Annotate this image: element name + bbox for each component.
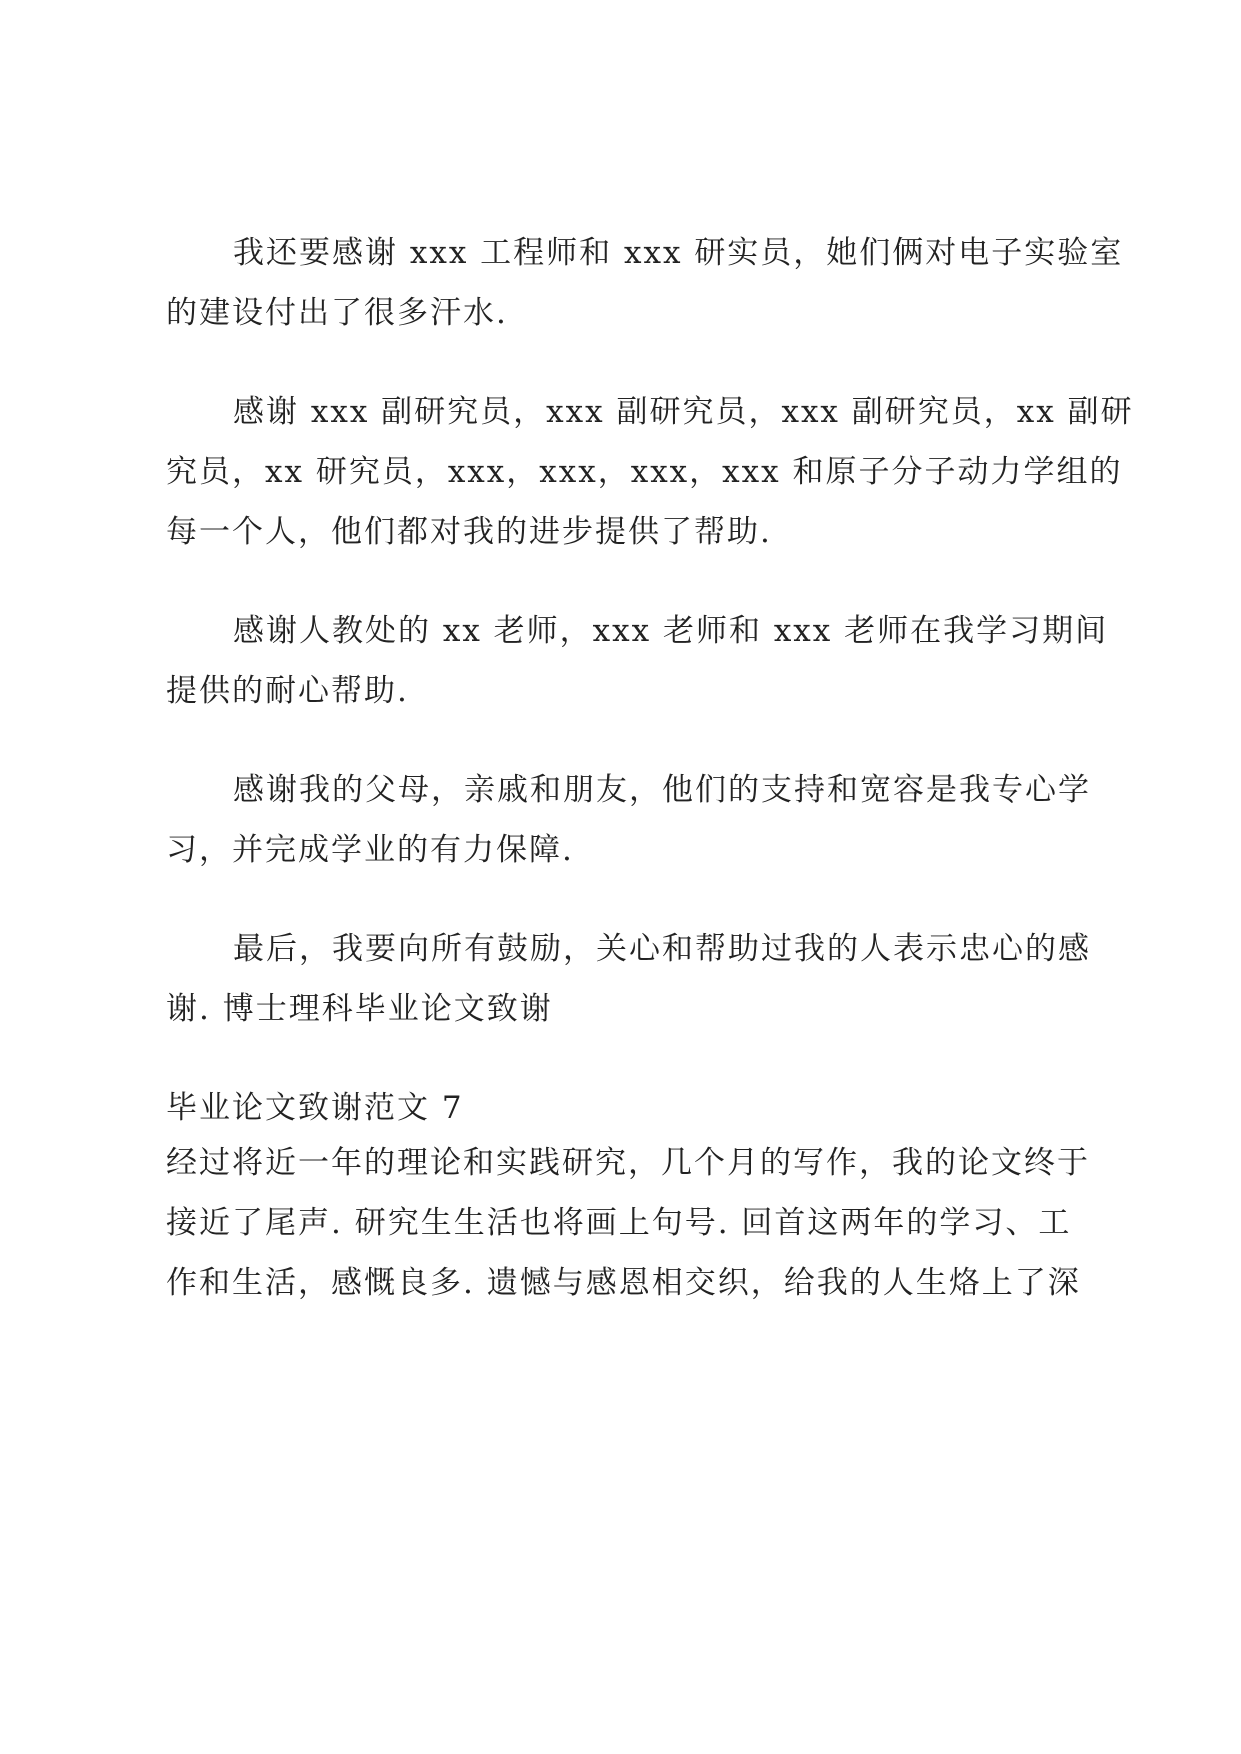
paragraph-2-line-1: 感谢 xxx 副研究员，xxx 副研究员，xxx 副研究员，xx 副研 bbox=[233, 394, 1134, 430]
section-heading: 毕业论文致谢范文 7 bbox=[166, 1090, 464, 1126]
paragraph-1-line-1: 我还要感谢 xxx 工程师和 xxx 研实员，她们俩对电子实验室 bbox=[233, 235, 1124, 271]
paragraph-2-line-2: 究员，xx 研究员，xxx，xxx，xxx，xxx 和原子分子动力学组的 bbox=[166, 454, 1123, 490]
paragraph-4-line-2: 习，并完成学业的有力保障. bbox=[166, 832, 574, 868]
paragraph-5-line-1: 最后，我要向所有鼓励，关心和帮助过我的人表示忠心的感 bbox=[233, 931, 1091, 967]
paragraph-3-line-2: 提供的耐心帮助. bbox=[166, 673, 409, 709]
paragraph-5-line-2: 谢. 博士理科毕业论文致谢 bbox=[166, 991, 553, 1027]
section-body-line-1: 经过将近一年的理论和实践研究，几个月的写作，我的论文终于 bbox=[166, 1145, 1090, 1181]
paragraph-4-line-1: 感谢我的父母，亲戚和朋友，他们的支持和宽容是我专心学 bbox=[233, 772, 1091, 808]
section-body-line-3: 作和生活，感慨良多. 遗憾与感恩相交织，给我的人生烙上了深 bbox=[166, 1265, 1081, 1301]
paragraph-1-line-2: 的建设付出了很多汗水. bbox=[166, 295, 508, 331]
section-body-line-2: 接近了尾声. 研究生生活也将画上句号. 回首这两年的学习、工 bbox=[166, 1205, 1072, 1241]
paragraph-2-line-3: 每一个人，他们都对我的进步提供了帮助. bbox=[166, 514, 772, 550]
paragraph-3-line-1: 感谢人教处的 xx 老师，xxx 老师和 xxx 老师在我学习期间 bbox=[233, 613, 1109, 649]
